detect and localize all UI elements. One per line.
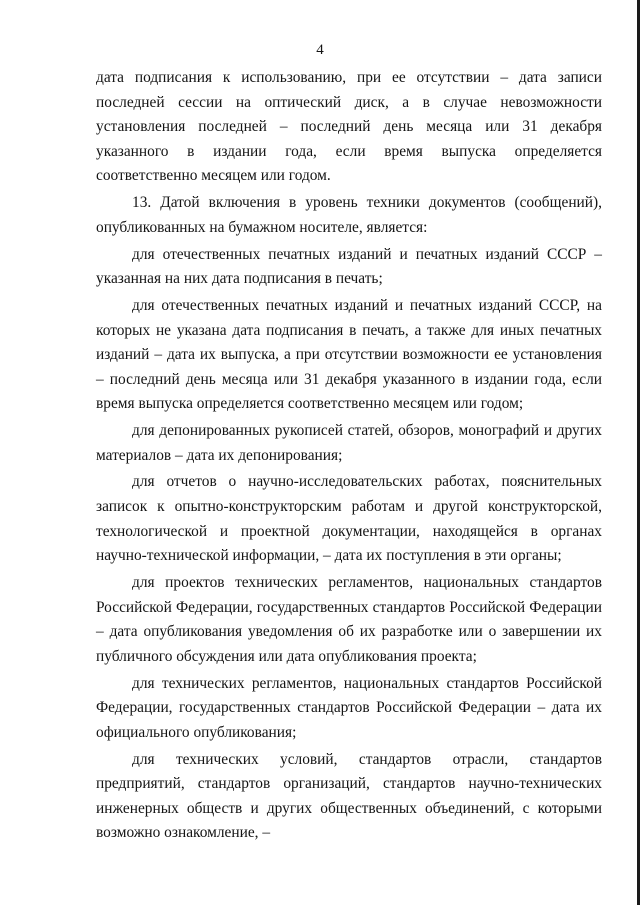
paragraph-technical-conditions: для технических условий, стандартов отрасли, стандартов предприятий, стандартов организаций, стандартов научно-технических инженерных обществ и других общественных объединений, с которыми возможно ознакомление, –	[96, 750, 602, 842]
paragraph-regulations: для технических регламентов, национальных стандартов Российской Федерации, государственных стандартов Российской Федерации – дата их официального опубликования;	[96, 674, 602, 741]
paragraph-deposited-manuscripts: для депонированных рукописей статей, обзоров, монографий и других материалов – дата их депонирования;	[96, 422, 602, 464]
paragraph-item-13: 13. Датой включения в уровень техники документов (сообщений), опубликованных на бумажном носителе, является:	[96, 194, 602, 236]
paragraph-continuation: дата подписания к использованию, при ее отсутствии – дата записи последней сессии на оптический диск, а в случае невозможности установления последней – последний день месяца или 31 декабря указанного в издании года, если время выпуска определяется соответственно месяцем или годом.	[96, 69, 602, 185]
paragraph-domestic-print: для отечественных печатных изданий и печатных изданий СССР – указанная на них дата подписания в печать;	[96, 245, 602, 288]
paragraph-print-without-date: для отечественных печатных изданий и печатных изданий СССР, на которых не указана дата подписания в печать, а также для иных печатных изданий – дата их выпуска, а при отсутствии возможности ее установления – последний день месяца или 31 декабря указанного в издании года, если время выпуска определяется соответственно месяцем или годом;	[96, 296, 602, 413]
page-number: 4	[316, 42, 324, 58]
paragraph-research-reports: для отчетов о научно-исследовательских работах, пояснительных записок к опытно-конструкторским работам и другой конструкторской, технологической и проектной документации, находящейся в органах научно-технической информации, – дата их поступления в эти органы;	[96, 473, 602, 565]
body-text	[96, 66, 602, 848]
paragraph-draft-regulations: для проектов технических регламентов, национальных стандартов Российской Федерации, государственных стандартов Российской Федерации – дата опубликования уведомления об их разработке или о завершении их публичного обсуждения или дата опубликования проекта;	[96, 574, 602, 665]
